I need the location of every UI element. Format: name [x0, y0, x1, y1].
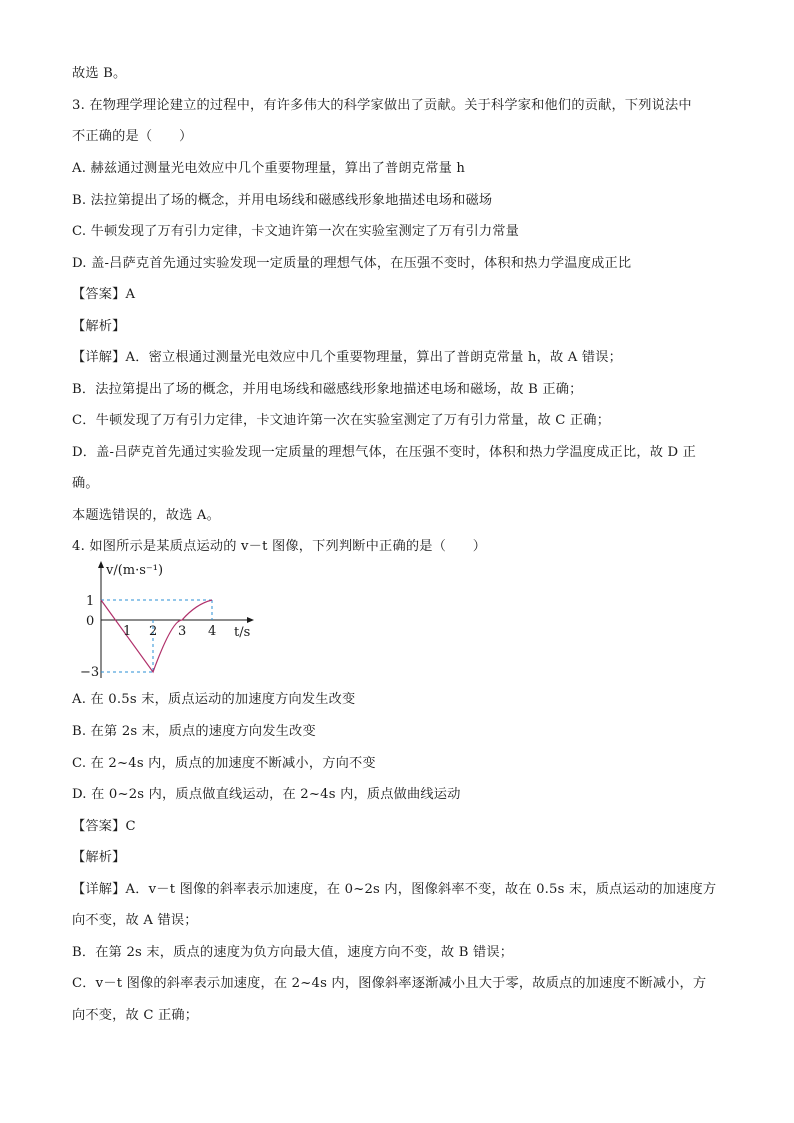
y-axis-label: v/(m·s⁻¹) — [106, 563, 164, 578]
analysis-label: 【解析】 — [72, 850, 126, 865]
x-axis-arrow — [247, 617, 254, 623]
answer-label: 【答案】C — [72, 819, 136, 834]
xtick-4: 4 — [208, 624, 217, 639]
option-d: D. 在 0~2s 内，质点做直线运动，在 2~4s 内，质点做曲线运动 — [72, 787, 461, 802]
explanation-c-cont: 向不变，故 C 正确； — [72, 1008, 199, 1023]
conclusion: 本题选错误的，故选 A。 — [72, 508, 220, 523]
explanation-d-cont: 确。 — [72, 476, 99, 491]
vt-graph — [80, 560, 260, 682]
x-axis-label: t/s — [234, 625, 251, 640]
option-b: B. 在第 2s 末，质点的速度方向发生改变 — [72, 724, 316, 739]
xtick-1: 1 — [123, 624, 132, 639]
explanation-a: 【详解】A．v－t 图像的斜率表示加速度，在 0~2s 内，图像斜率不变，故在 0.5s 末，质点运动的加速度方 — [72, 882, 717, 897]
explanation-b: B．在第 2s 末，质点的速度为负方向最大值，速度方向不变，故 B 错误； — [72, 945, 514, 960]
option-b: B. 法拉第提出了场的概念，并用电场线和磁感线形象地描述电场和磁场 — [72, 193, 493, 208]
analysis-label: 【解析】 — [72, 319, 126, 334]
question-3-stem: 3. 在物理学理论建立的过程中，有许多伟大的科学家做出了贡献。关于科学家和他们的贡献，下列说法中 — [72, 98, 692, 113]
explanation-a-cont: 向不变，故 A 错误； — [72, 913, 198, 928]
y-axis-arrow — [98, 561, 104, 568]
option-d: D. 盖-吕萨克首先通过实验发现一定质量的理想气体，在压强不变时，体积和热力学温度成正比 — [72, 256, 632, 271]
question-3-stem-cont: 不正确的是（ ） — [72, 129, 193, 144]
xtick-2: 2 — [149, 624, 158, 639]
option-c: C. 在 2~4s 内，质点的加速度不断减小，方向不变 — [72, 756, 376, 771]
xtick-3: 3 — [178, 624, 187, 639]
question-4-stem: 4. 如图所示是某质点运动的 v－t 图像，下列判断中正确的是（ ） — [72, 539, 487, 554]
text-line: 故选 B。 — [72, 66, 127, 81]
explanation-c: C．牛顿发现了万有引力定律，卡文迪许第一次在实验室测定了万有引力常量，故 C 正确； — [72, 413, 611, 428]
option-a: A. 在 0.5s 末，质点运动的加速度方向发生改变 — [72, 692, 356, 707]
explanation-d: D．盖-吕萨克首先通过实验发现一定质量的理想气体，在压强不变时，体积和热力学温度成正比，故 D 正 — [72, 445, 697, 460]
origin-label: 0 — [86, 614, 95, 629]
explanation-c: C．v－t 图像的斜率表示加速度，在 2~4s 内，图像斜率逐渐减小且大于零，故质点的加速度不断减小，方 — [72, 976, 707, 991]
option-a: A. 赫兹通过测量光电效应中几个重要物理量，算出了普朗克常量 h — [72, 161, 466, 176]
explanation-a: 【详解】A．密立根通过测量光电效应中几个重要物理量，算出了普朗克常量 h，故 A 错误； — [72, 350, 623, 365]
ytick-neg3: −3 — [80, 665, 100, 680]
option-c: C. 牛顿发现了万有引力定律，卡文迪许第一次在实验室测定了万有引力常量 — [72, 224, 520, 239]
explanation-b: B．法拉第提出了场的概念，并用电场线和磁感线形象地描述电场和磁场，故 B 正确； — [72, 382, 583, 397]
ytick-1: 1 — [86, 594, 95, 609]
answer-label: 【答案】A — [72, 287, 136, 302]
